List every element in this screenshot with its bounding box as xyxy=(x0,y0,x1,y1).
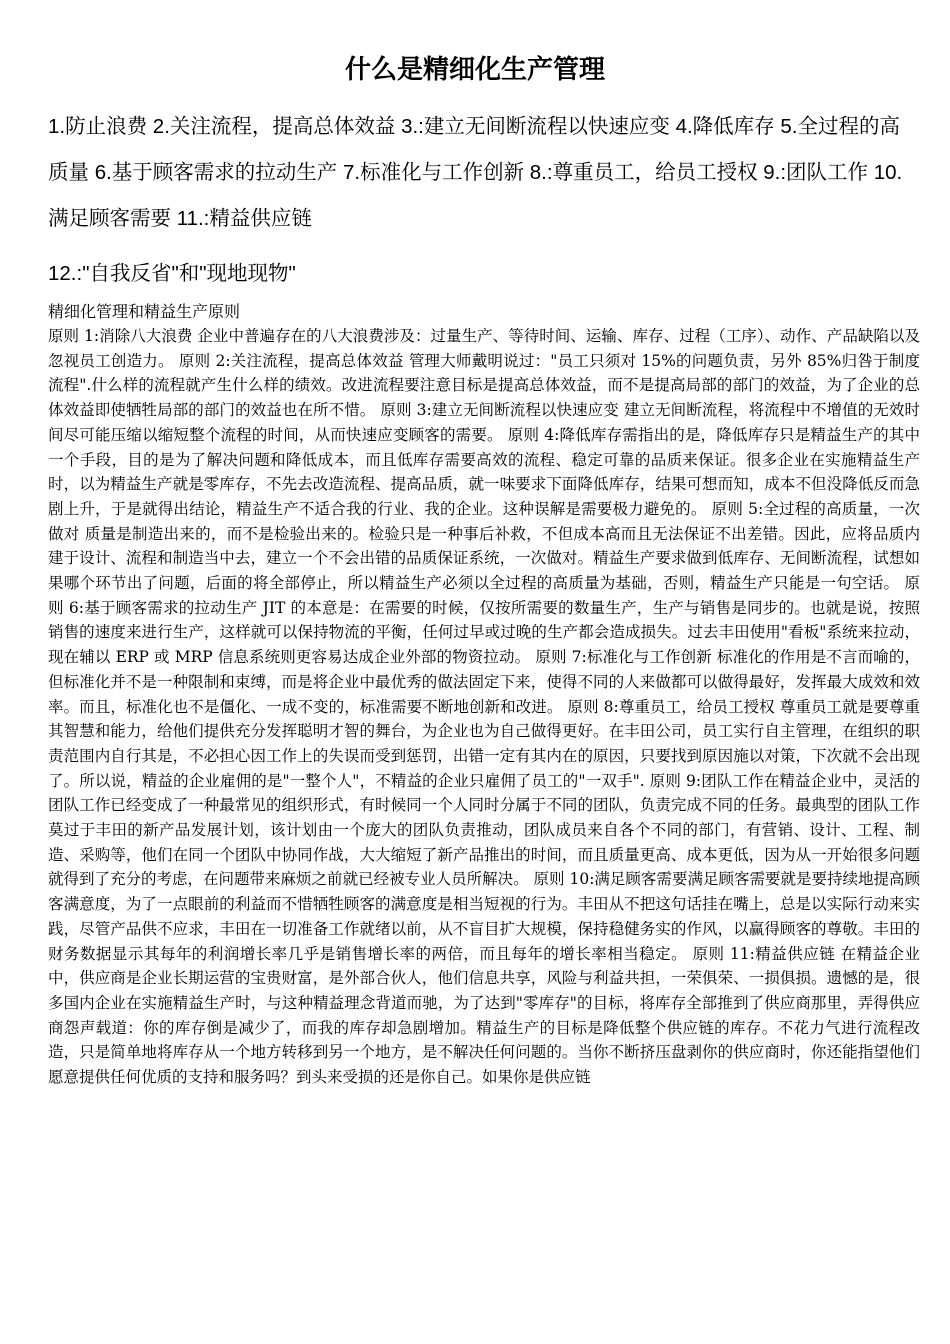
principles-summary-item-12: 12.:"自我反省"和"现地现物" xyxy=(48,262,296,285)
section-heading: 精细化管理和精益生产原则 xyxy=(48,302,241,321)
principles-summary: 1.防止浪费 2.关注流程，提高总体效益 3.:建立无间断流程以快速应变 4.降低库存 5.全过程的高质量 6.基于顾客需求的拉动生产 7.标准化与工作创新 8.:尊重员工，给员工授权 9.:团队工作 10.满足顾客需要 11.:精益供应链 xyxy=(48,115,903,230)
page-title: 什么是精细化生产管理 xyxy=(344,55,605,85)
body-paragraph: 原则 1:消除八大浪费 企业中普遍存在的八大浪费涉及：过量生产、等待时间、运输、库存、过程（工序）、动作、产品缺陷以及忽视员工创造力。 原则 2:关注流程，提高总体效益 管理大师戴明说过："员工只须对 15%的问题负责，另外 85%归咎于制度流程".什么样的流程就产生什么样的绩效。改进流程要注意目标是提高总体效益，而不是提高局部的部门的效益，为了企业的总体效益即使牺牲局部的部门的效益也在所不惜。 原则 3:建立无间断流程以快速应变 建立无间断流程，将流程中不增值的无效时间尽可能压缩以缩短整个流程的时间，从而快速应变顾客的需要。 原则 4:降低库存需指出的是，降低库存只是精益生产的其中一个手段，目的是为了解决问题和降低成本，而且低库存需要高效的流程、稳定可靠的品质来保证。很多企业在实施精益生产时，以为精益生产就是零库存，不先去改造流程、提高品质，就一味要求下面降低库存，结果可想而知，成本不但没降低反而急剧上升，于是就得出结论，精益生产不适合我的行业、我的企业。这种误解是需要极力避免的。 原则 5:全过程的高质量，一次做对 质量是制造出来的，而不是检验出来的。检验只是一种事后补救，不但成本高而且无法保证不出差错。因此，应将品质内建于设计、流程和制造当中去，建立一个不会出错的品质保证系统，一次做对。精益生产要求做到低库存、无间断流程，试想如果哪个环节出了问题，后面的将全部停止，所以精益生产必须以全过程的高质量为基础，否则，精益生产只能是一句空话。 原则 6:基于顾客需求的拉动生产 JIT 的本意是：在需要的时候，仅按所需要的数量生产，生产与销售是同步的。也就是说，按照销售的速度来进行生产，这样就可以保持物流的平衡，任何过早或过晚的生产都会造成损失。过去丰田使用"看板"系统来拉动，现在辅以 ERP 或 MRP 信息系统则更容易达成企业外部的物资拉动。 原则 7:标准化与工作创新 标准化的作用是不言而喻的，但标准化并不是一种限制和束缚，而是将企业中最优秀的做法固定下来，使得不同的人来做都可以做得最好，发挥最大成效和效率。而且，标准化也不是僵化、一成不变的，标准需要不断地创新和改进。 原则 8:尊重员工，给员工授权 尊重员工就是要尊重其智慧和能力，给他们提供充分发挥聪明才智的舞台，为企业也为自己做得更好。在丰田公司，员工实行自主管理，在组织的职责范围内自行其是，不必担心因工作上的失误而受到惩罚，出错一定有其内在的原因，只要找到原因施以对策，下次就不会出现了。所以说，精益的企业雇佣的是"一整个人"，不精益的企业只雇佣了员工的"一双手". 原则 9:团队工作在精益企业中，灵活的团队工作已经变成了一种最常见的组织形式，有时候同一个人同时分属于不同的团队，负责完成不同的任务。最典型的团队工作莫过于丰田的新产品发展计划，该计划由一个庞大的团队负责推动，团队成员来自各个不同的部门，有营销、设计、工程、制造、采购等，他们在同一个团队中协同作战，大大缩短了新产品推出的时间，而且质量更高、成本更低，因为从一开始很多问题就得到了充分的考虑，在问题带来麻烦之前就已经被专业人员所解决。 原则 10:满足顾客需要满足顾客需要就是要持续地提高顾客满意度，为了一点眼前的利益而不惜牺牲顾客的满意度是相当短视的行为。丰田从不把这句话挂在嘴上，总是以实际行动来实践，尽管产品供不应求，丰田在一切准备工作就绪以前，从不盲目扩大规模，保持稳健务实的作风，以赢得顾客的尊敬。丰田的财务数据显示其每年的利润增长率几乎是销售增长率的两倍，而且每年的增长率相当稳定。 原则 11:精益供应链 在精益企业中，供应商是企业长期运营的宝贵财富，是外部合伙人，他们信息共享，风险与利益共担，一荣俱荣、一损俱损。遗憾的是，很多国内企业在实施精益生产时，与这种精益理念背道而驰，为了达到"零库存"的目标，将库存全部推到了供应商那里，弄得供应商怨声载道：你的库存倒是减少了，而我的库存却急剧增加。精益生产的目标是降低整个供应链的库存。不花力气进行流程改造，只是简单地将库存从一个地方转移到另一个地方，是不解决任何问题的。当你不断挤压盘剥你的供应商时，你还能指望他们愿意提供任何优质的支持和服务吗？到头来受损的还是你自己。如果你是供应链 xyxy=(48,327,920,1087)
